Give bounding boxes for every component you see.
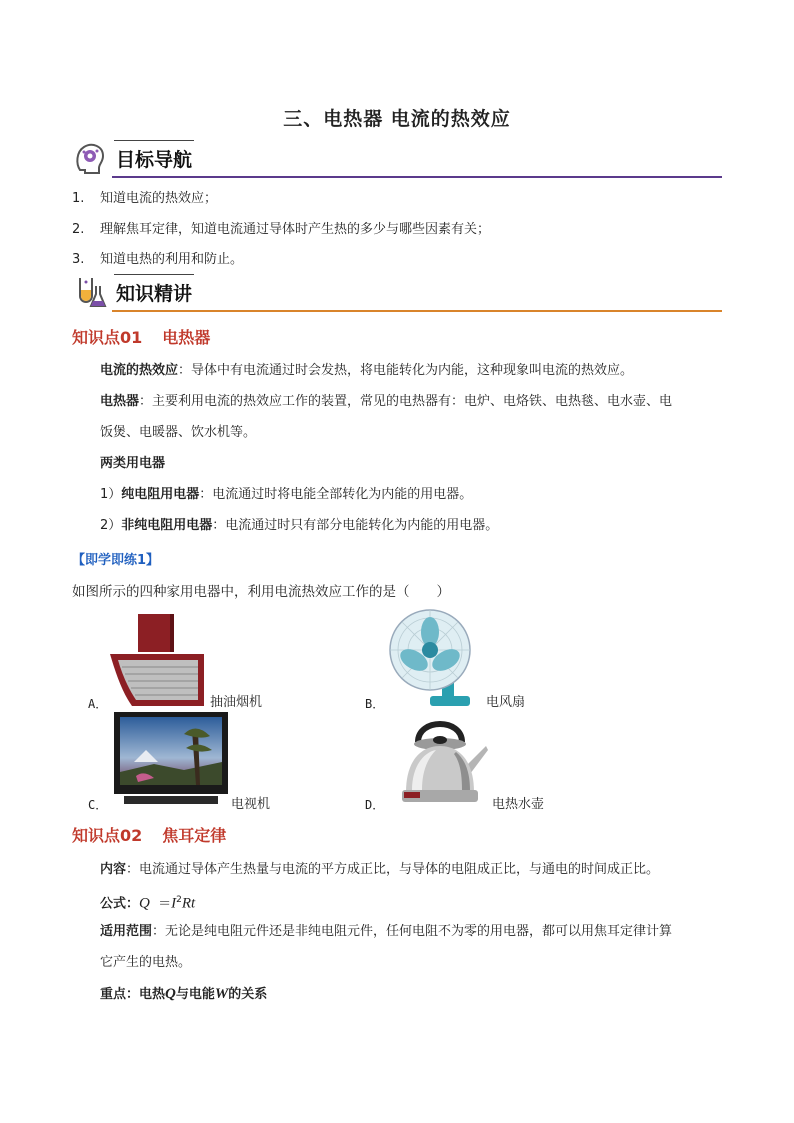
text: ：导体中有电流通过时会发热，将电能转化为内能，这种现象叫电流的热效应。: [178, 363, 634, 378]
formula-i: I: [171, 895, 177, 912]
option-a-caption: 抽油烟机: [210, 695, 263, 710]
text: 的关系: [228, 987, 268, 1002]
symbol-w: W: [214, 986, 229, 1002]
option-a-letter: [88, 693, 107, 712]
kp-name: 电热器: [162, 328, 211, 347]
kettle-image: [396, 712, 490, 806]
kp2-paragraph-1: [100, 854, 722, 885]
heading-top-line: [114, 274, 194, 275]
formula-eq: ＝: [158, 896, 172, 912]
separator: ：: [126, 896, 140, 912]
section-heading-knowledge: [72, 274, 722, 312]
number: 2）: [100, 518, 122, 533]
text: 它产生的电热。: [100, 955, 192, 970]
practice-label: 【即学即练1】: [72, 553, 160, 568]
option-d-letter: [365, 794, 384, 813]
kp1-paragraph-3: [100, 448, 722, 479]
range-hood-image: [108, 612, 208, 708]
item-number: 2.: [72, 222, 85, 237]
term: 电热器: [100, 394, 140, 409]
goal-item-3: [72, 248, 243, 267]
option-letter: A．: [88, 697, 108, 711]
knowledge-point-title-2: [72, 823, 226, 846]
term: 重点: [100, 987, 127, 1002]
item-text: 知道电热的利用和防止。: [100, 252, 244, 267]
goal-item-2: [72, 218, 490, 237]
text: ：电热: [126, 987, 166, 1002]
option-letter: B．: [365, 697, 385, 711]
term: 内容: [100, 862, 127, 877]
knowledge-point-title-1: [72, 325, 210, 348]
kp2-formula: [100, 885, 722, 919]
heading-top-line: [114, 140, 194, 141]
kp-label: 知识点02: [72, 826, 143, 845]
text: ：电流通过时将电能全部转化为内能的用电器。: [199, 487, 473, 502]
tv-image: [114, 712, 228, 806]
option-c-caption: 电视机: [231, 797, 271, 812]
term: 适用范围: [100, 924, 153, 939]
item-text: 知道电流的热效应；: [100, 191, 218, 206]
formula-rt: Rt: [181, 895, 196, 912]
item-number: 1.: [72, 191, 85, 206]
kp-name: 焦耳定律: [162, 826, 227, 845]
section-rule: [112, 310, 722, 312]
brain-gear-icon: [72, 140, 108, 176]
page-title: 三、电热器 电流的热效应: [283, 108, 511, 130]
term: 两类用电器: [100, 456, 166, 471]
option-c-letter: [88, 794, 107, 813]
option-letter: D．: [365, 798, 385, 812]
option-letter: C．: [88, 798, 108, 812]
text: ：主要利用电流的热效应工作的装置，常见的电热器有：电炉、电烙铁、电热毯、电水壶、电: [139, 394, 673, 409]
number: 1）: [100, 487, 122, 502]
text: ：电流通过时只有部分电能转化为内能的用电器。: [212, 518, 499, 533]
goal-item-1: [72, 187, 217, 206]
term: 电流的热效应: [100, 363, 179, 378]
kp1-paragraph-1: [100, 355, 722, 386]
formula-exponent: 2: [176, 895, 182, 905]
text: 与电能: [175, 987, 215, 1002]
symbol-q: Q: [165, 986, 176, 1002]
term: 非纯电阻用电器: [121, 518, 213, 533]
option-b-letter: [365, 693, 384, 712]
kp2-paragraph-4: [100, 979, 722, 1010]
text: ：电流通过导体产生热量与电流的平方成正比，与导体的电阻成正比，与通电的时间成正比。: [126, 862, 660, 877]
section-rule: [112, 176, 722, 178]
kp1-paragraph-5: [100, 510, 722, 541]
option-d-caption: 电热水壶: [492, 797, 545, 812]
text: 饭煲、电暖器、饮水机等。: [100, 425, 257, 440]
kp1-paragraph-4: [100, 479, 722, 510]
term: 纯电阻用电器: [121, 487, 200, 502]
practice-question: 如图所示的四种家用电器中，利用电流热效应工作的是（ ）: [72, 584, 450, 600]
kp2-paragraph-3: [100, 916, 722, 978]
section-heading-text: 知识精讲: [116, 283, 193, 305]
item-number: 3.: [72, 252, 85, 267]
section-heading-goals: [72, 140, 722, 178]
formula-q: Q: [139, 895, 150, 912]
section-heading-text: 目标导航: [116, 149, 193, 171]
kp-label: 知识点01: [72, 328, 143, 347]
item-text: 理解焦耳定律，知道电流通过导体时产生热的多少与哪些因素有关；: [100, 222, 491, 237]
text: ：无论是纯电阻元件还是非纯电阻元件，任何电阻不为零的用电器，都可以用焦耳定律计算: [152, 924, 673, 939]
term: 公式: [100, 896, 127, 912]
option-b-caption: 电风扇: [486, 695, 526, 710]
kp1-paragraph-2: [100, 386, 722, 448]
flask-icon: [72, 274, 108, 310]
fan-image: [386, 608, 482, 708]
